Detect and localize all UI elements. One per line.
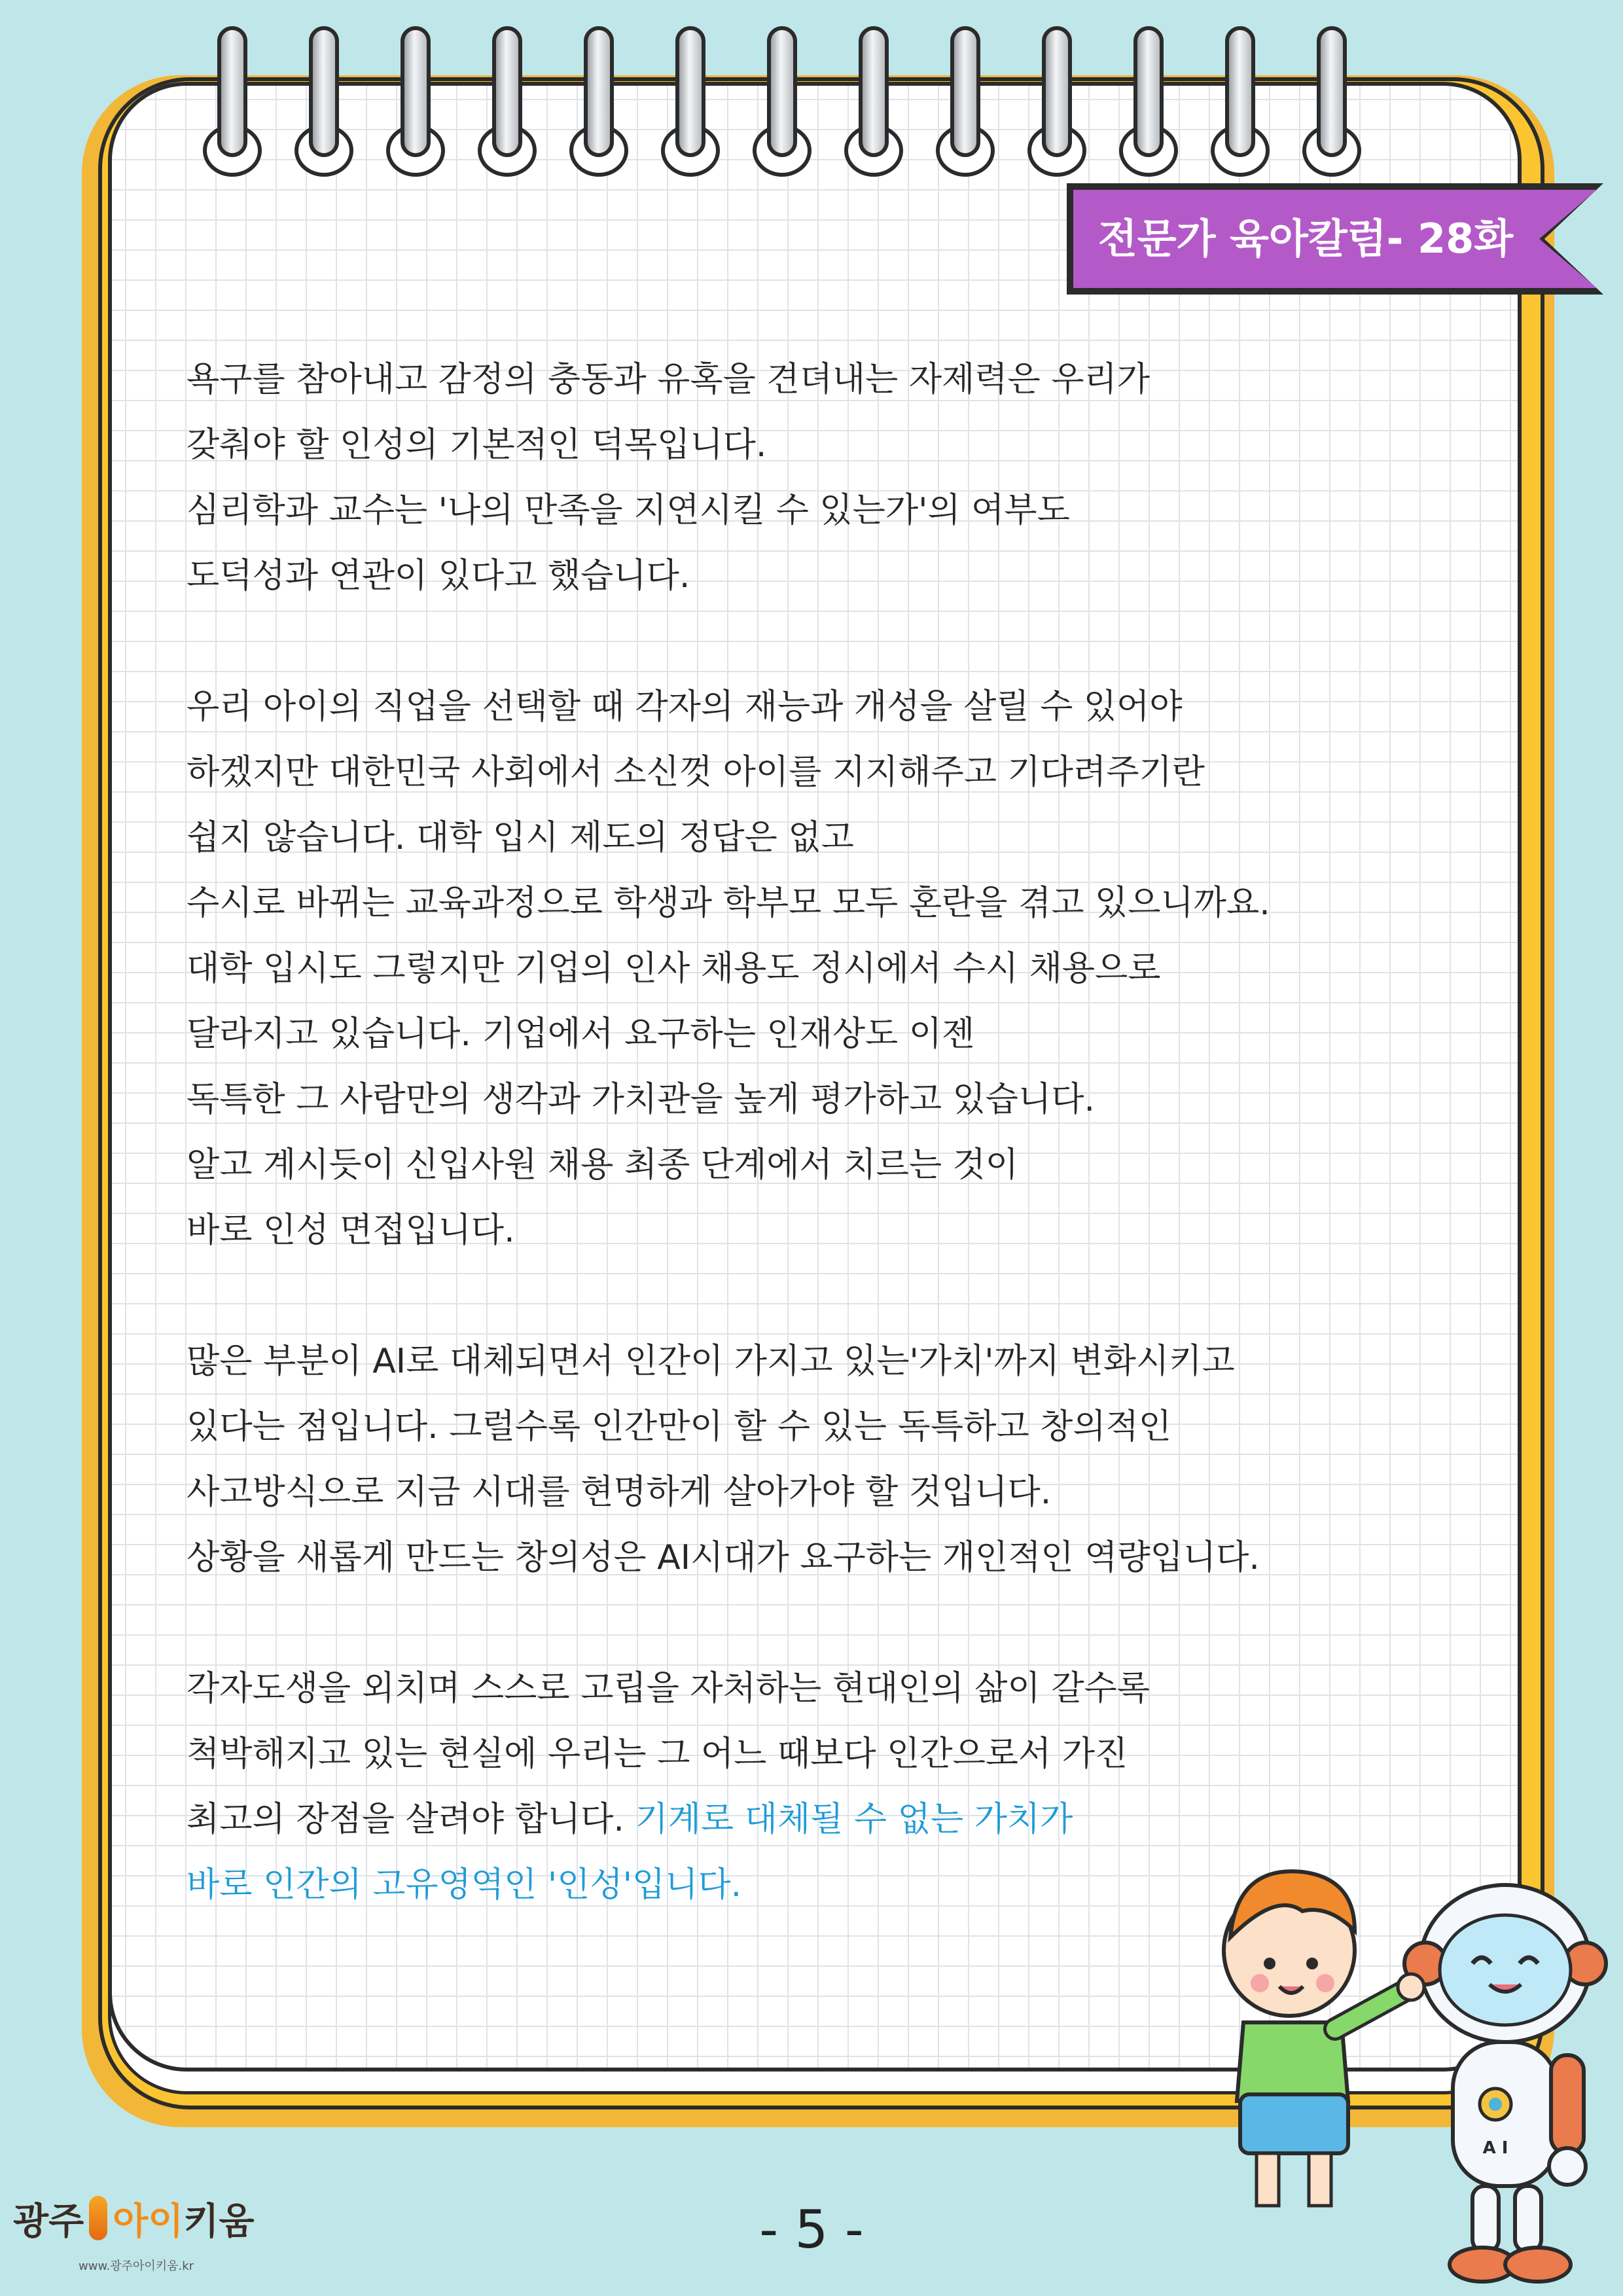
text-line: 대학 입시도 그렇지만 기업의 인사 채용도 정시에서 수시 채용으로 — [187, 949, 1161, 988]
logo-i-mark — [89, 2196, 107, 2240]
text-line: 있다는 점입니다. 그럴수록 인간만이 할 수 있는 독특하고 창의적인 — [187, 1407, 1172, 1446]
text-line: 상황을 새롭게 만드는 창의성은 AI시대가 요구하는 개인적인 역량입니다. — [187, 1538, 1260, 1577]
text-line: 척박해지고 있는 현실에 우리는 그 어느 때보다 인간으로서 가진 — [187, 1734, 1128, 1774]
brand-logo — [13, 2179, 288, 2291]
spiral-ring — [746, 26, 818, 183]
column-title: 전문가 육아칼럼- 28화 — [1097, 215, 1514, 262]
spiral-ring — [563, 26, 635, 183]
text-line: 많은 부분이 AI로 대체되면서 인간이 가지고 있는'가치'까지 변화시키고 — [187, 1342, 1235, 1381]
logo-url: www.광주아이키움.kr — [79, 2259, 194, 2273]
child-robot-illustration — [1204, 1859, 1623, 2296]
paragraph — [187, 1329, 1430, 1590]
text-segment: 최고의 장점을 살려야 합니다. — [187, 1800, 635, 1839]
robot-badge: A I — [1482, 2138, 1508, 2158]
text-line: 달라지고 있습니다. 기업에서 요구하는 인재상도 이젠 — [187, 1014, 975, 1054]
robot-figure — [1404, 1885, 1606, 2282]
text-line: 쉽지 않습니다. 대학 입시 제도의 정답은 없고 — [187, 818, 854, 857]
paragraph — [187, 347, 1430, 609]
text-line: 알고 계시듯이 신입사원 채용 최종 단계에서 치르는 것이 — [187, 1145, 1019, 1185]
spiral-ring — [380, 26, 452, 183]
text-line: 욕구를 참아내고 감정의 충동과 유혹을 견뎌내는 자제력은 우리가 — [187, 360, 1150, 399]
spiral-ring — [196, 26, 268, 183]
page-number: - 5 - — [759, 2199, 864, 2260]
spiral-ring — [471, 26, 543, 183]
spiral-ring — [1113, 26, 1185, 183]
column-body — [187, 347, 1430, 1983]
spiral-ring — [288, 26, 360, 183]
child-figure — [1224, 1871, 1424, 2206]
spiral-binding — [196, 26, 1427, 183]
spiral-ring — [1296, 26, 1368, 183]
spiral-ring — [654, 26, 726, 183]
text-line: 하겠지만 대한민국 사회에서 소신껏 아이를 지지해주고 기다려주기란 — [187, 753, 1205, 792]
text-line: 심리학과 교수는 '나의 만족을 지연시킬 수 있는가'의 여부도 — [187, 491, 1070, 530]
logo-wordmark: 광주 아이키움 — [13, 2193, 255, 2245]
text-line-mixed — [187, 1787, 1430, 1852]
text-line: 독특한 그 사람만의 생각과 가치관을 높게 평가하고 있습니다. — [187, 1080, 1096, 1119]
text-line: 각자도생을 외치며 스스로 고립을 자처하는 현대인의 삶이 갈수록 — [187, 1669, 1150, 1708]
highlight-text: 기계로 대체될 수 없는 가치가 — [635, 1800, 1073, 1839]
text-line: 우리 아이의 직업을 선택할 때 각자의 재능과 개성을 살릴 수 있어야 — [187, 687, 1183, 726]
text-line: 도덕성과 연관이 있다고 했습니다. — [187, 556, 690, 596]
paragraph — [187, 674, 1430, 1263]
spiral-ring — [929, 26, 1001, 183]
highlight-line: 바로 인간의 고유영역인 '인성'입니다. — [187, 1865, 742, 1905]
text-line: 바로 인성 면접입니다. — [187, 1211, 515, 1250]
spiral-ring — [838, 26, 910, 183]
text-line: 사고방식으로 지금 시대를 현명하게 살아가야 할 것입니다. — [187, 1473, 1052, 1512]
spiral-ring — [1021, 26, 1093, 183]
text-line: 갖춰야 할 인성의 기본적인 덕목입니다. — [187, 425, 767, 465]
text-line: 수시로 바뀌는 교육과정으로 학생과 학부모 모두 혼란을 겪고 있으니까요. — [187, 884, 1270, 923]
spiral-ring — [1204, 26, 1276, 183]
